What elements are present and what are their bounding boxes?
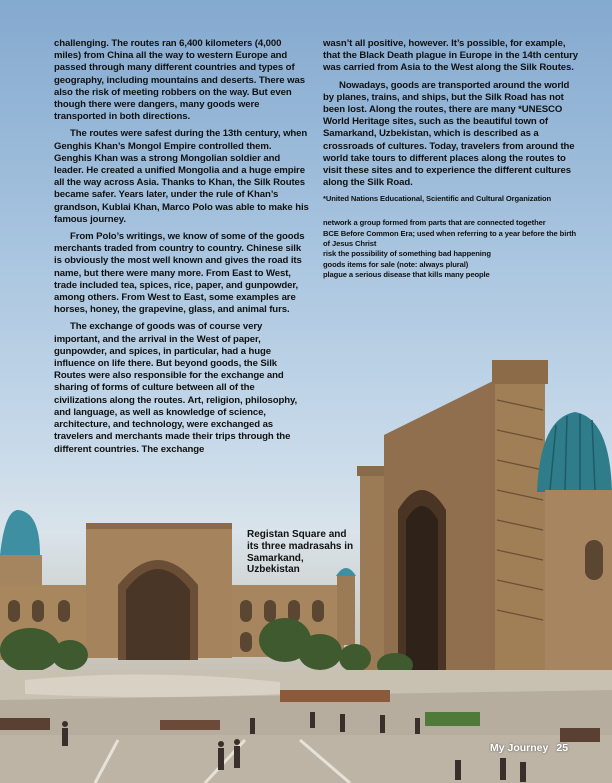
glossary-definition: a group formed from parts that are connected together: [353, 218, 546, 228]
glossary: [323, 218, 578, 280]
right-text-column: [323, 38, 578, 280]
glossary-entry: [323, 270, 578, 280]
page-number: 25: [556, 742, 569, 754]
left-paragraph-3: From Polo’s writings, we know of some of the goods merchants traded from country to country. Chinese silk is obviously the most well known and gives the road its name, but there were many more. From East to West, trade included tea, spices, rice, paper, and gunpowder, among others. From West to East, some examples are horses, honey, the grapevine, glass, and animal furs.: [54, 231, 305, 316]
glossary-definition: a serious disease that kills many people: [348, 269, 490, 279]
glossary-term: network: [323, 218, 352, 228]
left-paragraph-4: The exchange of goods was of course very important, and the arrival in the West of paper, gunpowder, and spices, in particular, had a huge influence on life there. But beyond goods, the Silk Routes were also responsible for the exchange and sharing of forms of culture between all of the civilizations along the routes. Art, religion, philosophy, and language, as well as knowledge of science, architecture, and technology, were exchanged as travelers and merchants made their trips through the different countries. The exchange: [54, 321, 298, 455]
right-madrasah: [357, 360, 612, 690]
glossary-term: BCE: [323, 228, 339, 238]
glossary-entry: [323, 218, 578, 228]
glossary-entry: [323, 260, 578, 270]
glossary-definition: items for sale (note: always plural): [347, 259, 469, 269]
glossary-term: goods: [323, 259, 346, 269]
page-footer: [490, 742, 568, 754]
right-paragraph-2: Nowadays, goods are transported around the world by planes, trains, and ships, but the Silk Road has not been lost. Along the routes, there are many *UNESCO World Heritage sites, such as the beautiful town of Samarkand, Uzbekistan, which is described as a crossroads of cultures. Today, travelers from around the world take tours to different places along the routes to visit these sites and to experience the different cultures along the Silk Road.: [323, 79, 575, 189]
unesco-footnote: *United Nations Educational, Scientific and Cultural Organization: [323, 194, 552, 204]
glossary-entry: [323, 229, 578, 250]
glossary-term: plague: [323, 269, 347, 279]
footer-title: My Journey: [490, 742, 549, 754]
glossary-definition: Before Common Era; used when referring to a year before the birth of Jesus Christ: [323, 228, 577, 249]
garden-bed: [425, 712, 480, 726]
glossary-entry: [323, 249, 578, 259]
left-text-column: [54, 38, 309, 461]
glossary-definition: the possibility of something bad happening: [338, 249, 491, 259]
right-paragraph-1: wasn’t all positive, however. It’s possible, for example, that the Black Death plague in Europe in the 14th century was carried from Asia to the West along the Silk Routes.: [323, 38, 578, 74]
left-paragraph-2: The routes were safest during the 13th century, when Genghis Khan’s Mongol Empire controlled them. Genghis Khan was a strong Mongolian soldier and leader. He created a unified Mongolia and a huge empire all the way across Asia. Thanks to Khan, the Silk Routes became safer. Years later, under the rule of Khan’s grandson, Kublai Khan, Marco Polo was able to make his famous journey.: [54, 128, 309, 225]
photo-caption: Registan Square and its three madrasahs in Samarkand, Uzbekistan: [247, 529, 354, 576]
left-paragraph-1: challenging. The routes ran 6,400 kilometers (4,000 miles) from China all the way to western Europe and passed through many different countries and types of geography, including mountains and deserts. There was also the risk of meeting robbers on the way. But even though there were dangers, many goods were transported in both directions.: [54, 38, 305, 123]
glossary-term: risk: [323, 249, 337, 259]
left-dome: [0, 510, 42, 595]
benches: [280, 690, 390, 702]
